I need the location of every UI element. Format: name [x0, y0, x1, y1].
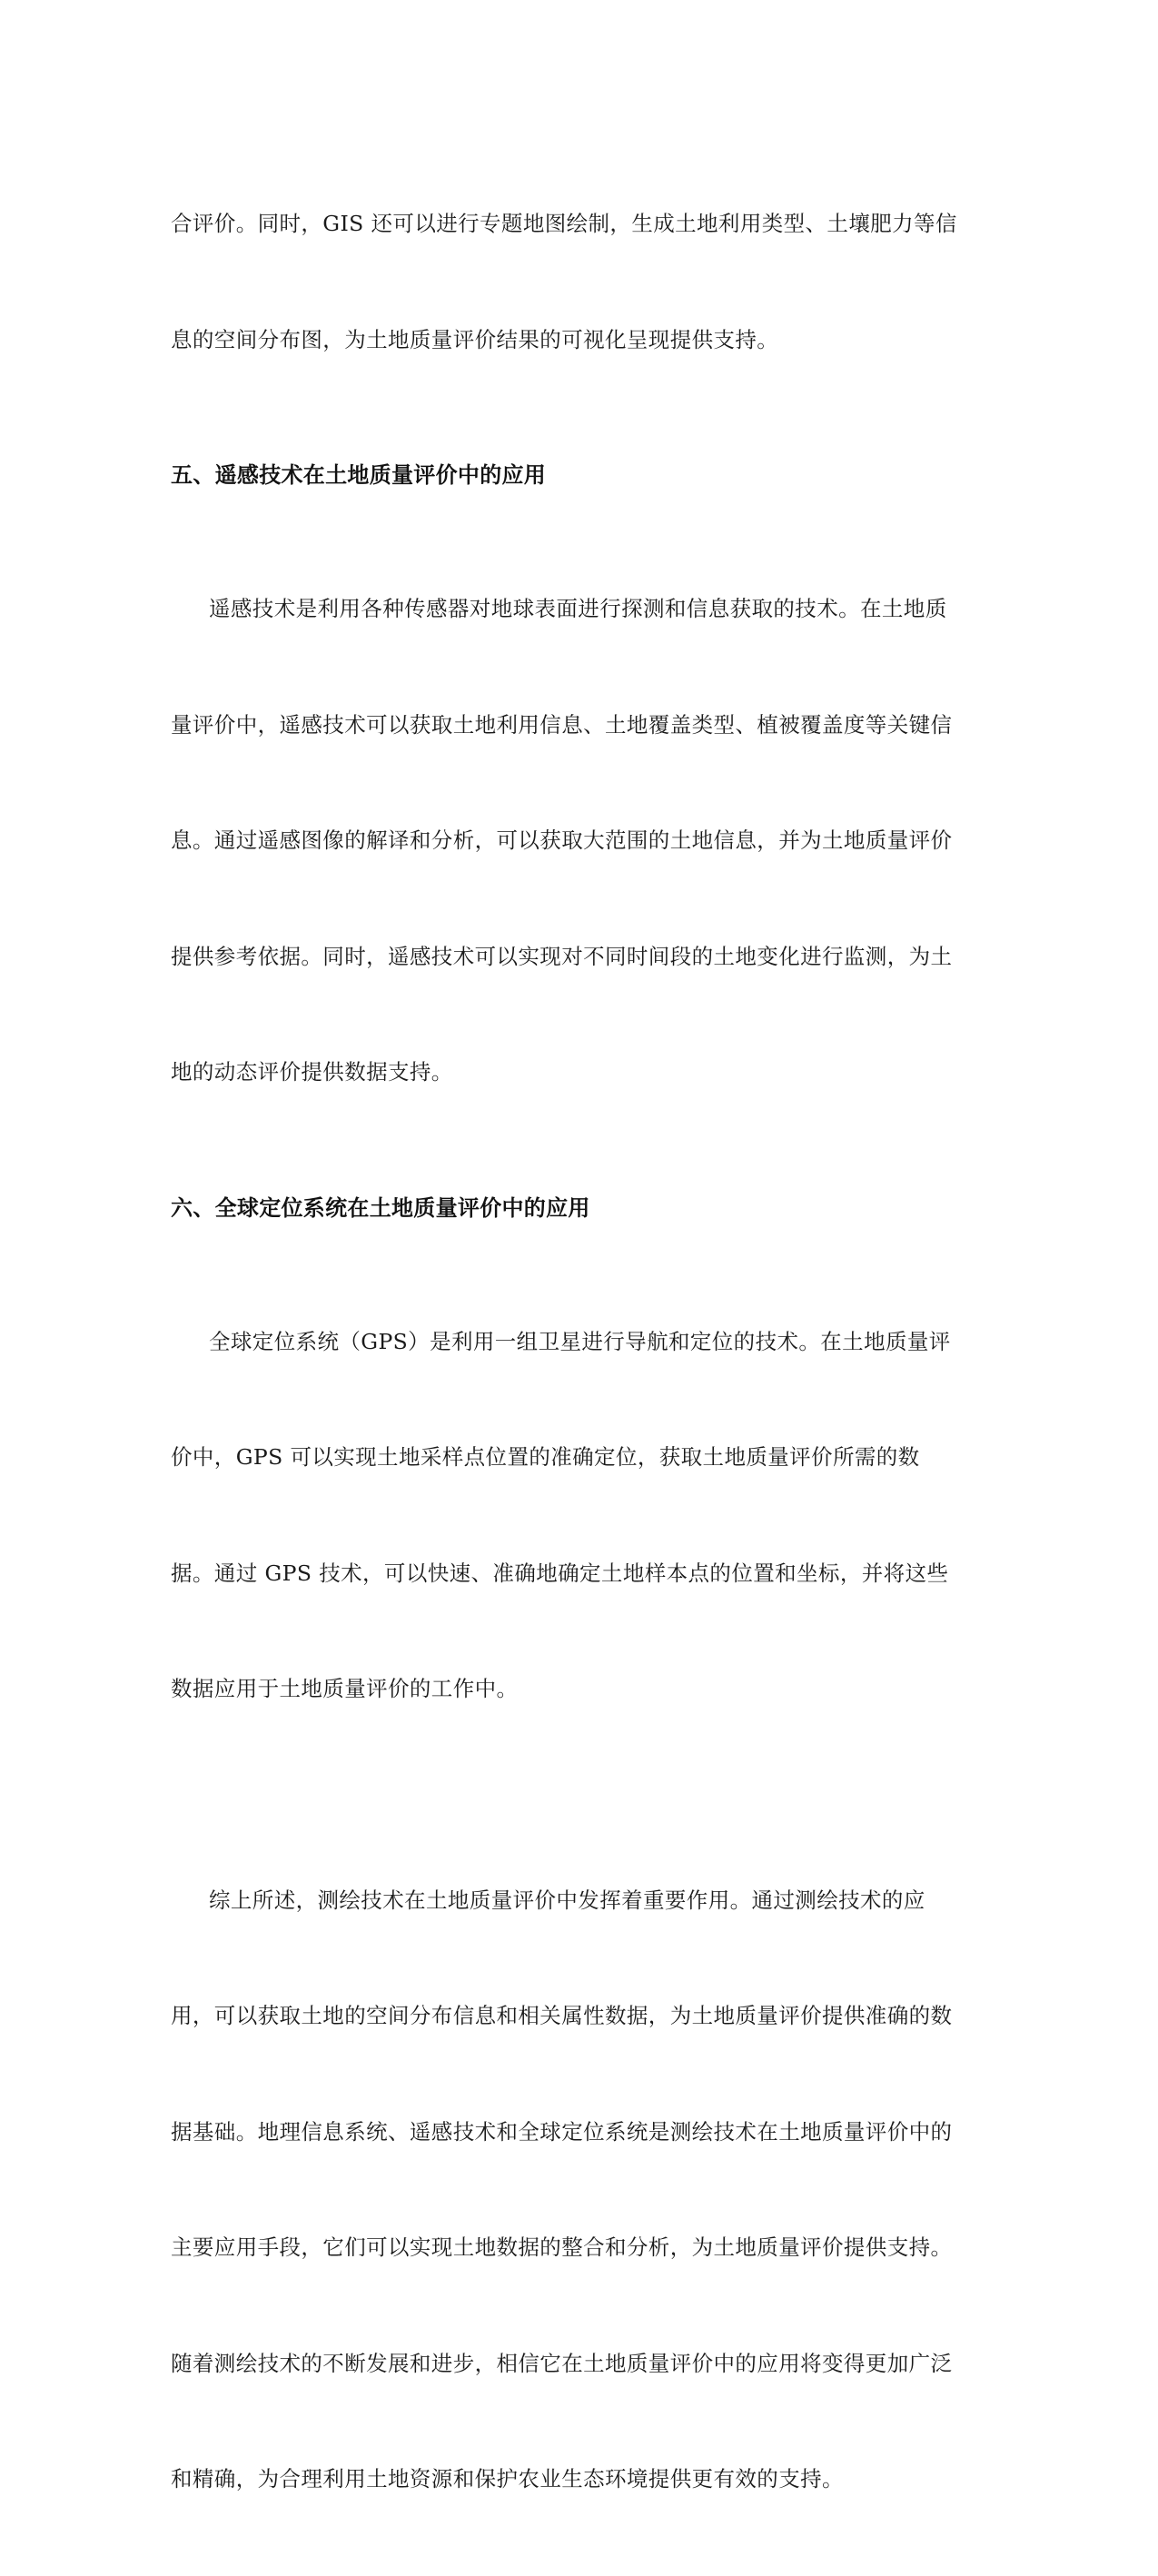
text-line: 主要应用手段，它们可以实现土地数据的整合和分析，为土地质量评价提供支持。	[171, 2234, 953, 2260]
text-line: 价中，GPS 可以实现土地采样点位置的准确定位，获取土地质量评价所需的数	[171, 1444, 920, 1470]
section-6-paragraph	[171, 1245, 988, 1786]
conclusion-paragraph	[171, 1804, 988, 2576]
text-line: 数据应用于土地质量评价的工作中。	[171, 1676, 519, 1701]
text-line: 息。通过遥感图像的解译和分析，可以获取大范围的土地信息，并为土地质量评价	[171, 827, 953, 853]
spacer	[171, 1223, 988, 1245]
text-line: 地的动态评价提供数据支持。	[171, 1059, 453, 1085]
intro-paragraph	[171, 127, 988, 436]
text-line: 用，可以获取土地的空间分布信息和相关属性数据，为土地质量评价提供准确的数	[171, 2003, 953, 2028]
text-line: 息的空间分布图，为土地质量评价结果的可视化呈现提供支持。	[171, 326, 779, 352]
text-line: 据基础。地理信息系统、遥感技术和全球定位系统是测绘技术在土地质量评价中的	[171, 2118, 953, 2145]
spacer	[171, 1786, 988, 1804]
text-line: 综上所述，测绘技术在土地质量评价中发挥着重要作用。通过测绘技术的应	[209, 1887, 925, 1913]
text-line: 合评价。同时，GIS 还可以进行专题地图绘制，生成土地利用类型、土壤肥力等信	[171, 211, 957, 236]
spacer	[171, 436, 988, 461]
text-line: 据。通过 GPS 技术，可以快速、准确地确定土地样本点的位置和坐标，并将这些	[171, 1560, 949, 1586]
spacer	[171, 490, 988, 512]
text-line: 量评价中，遥感技术可以获取土地利用信息、土地覆盖类型、植被覆盖度等关键信	[171, 711, 953, 738]
text-line: 随着测绘技术的不断发展和进步，相信它在土地质量评价中的应用将变得更加广泛	[171, 2350, 953, 2376]
text-line: 遥感技术是利用各种传感器对地球表面进行探测和信息获取的技术。在土地质	[209, 596, 947, 621]
document-body	[171, 127, 988, 2576]
text-line: 提供参考依据。同时，遥感技术可以实现对不同时间段的土地变化进行监测，为土	[171, 943, 953, 969]
section-5-paragraph	[171, 512, 988, 1169]
section-5-heading: 五、遥感技术在土地质量评价中的应用	[171, 462, 547, 488]
text-line: 全球定位系统（GPS）是利用一组卫星进行导航和定位的技术。在土地质量评	[209, 1328, 951, 1354]
spacer	[171, 1169, 988, 1194]
text-line: 和精确，为合理利用土地资源和保护农业生态环境提供更有效的支持。	[171, 2466, 844, 2492]
section-6-heading: 六、全球定位系统在土地质量评价中的应用	[171, 1194, 590, 1221]
